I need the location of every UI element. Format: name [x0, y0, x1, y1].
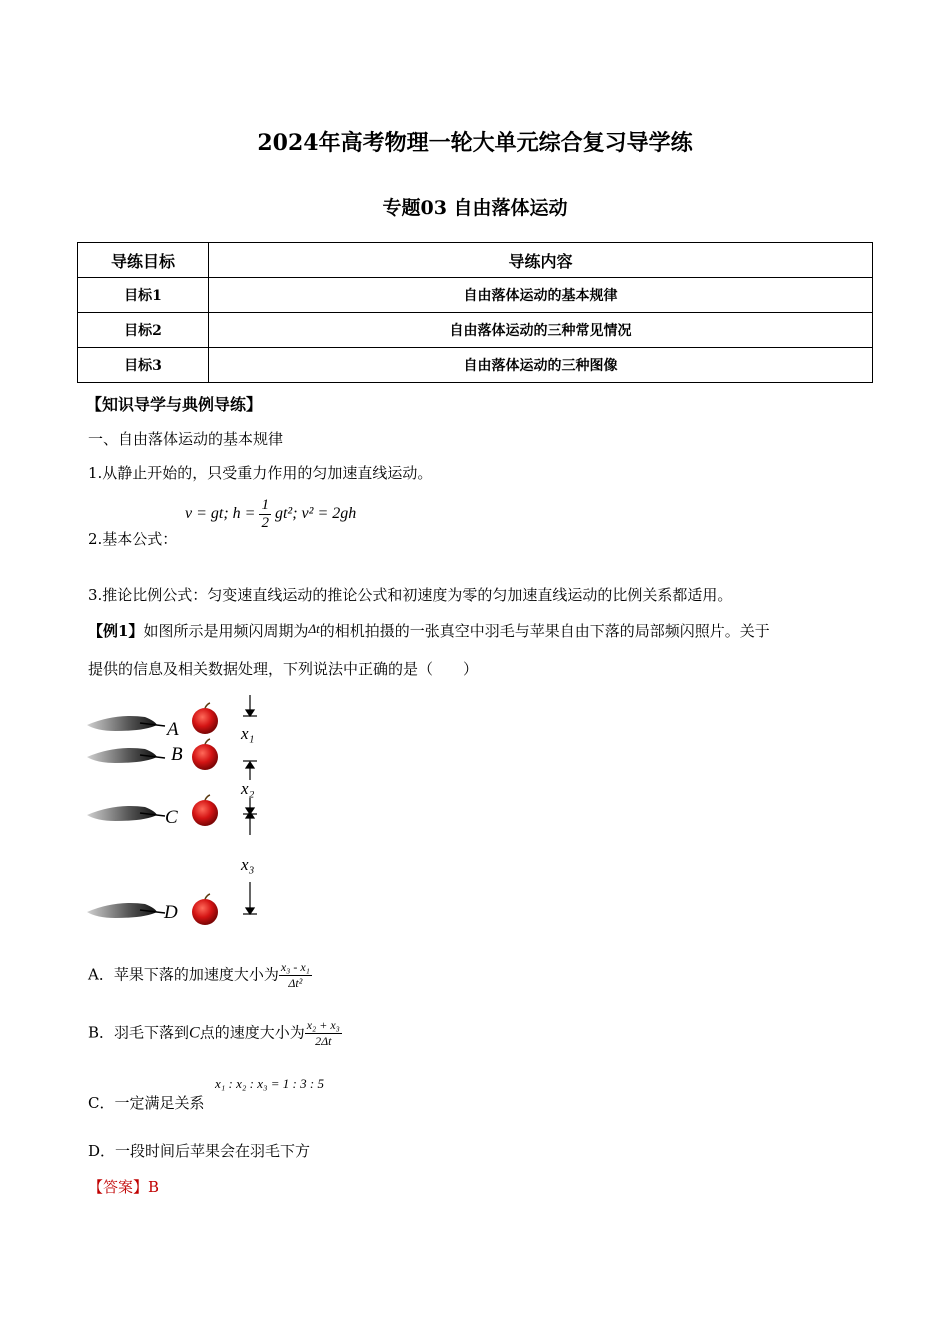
label-C: C	[165, 807, 178, 828]
option-B-text: B．羽毛下落到	[88, 1023, 190, 1042]
option-B-fraction	[305, 1018, 342, 1049]
strobe-photo-figure	[85, 690, 305, 930]
option-C-text: C．一定满足关系	[88, 1094, 205, 1112]
section-heading: 【知识导学与典例导练】	[86, 395, 263, 414]
table-cell-goal: 目标3	[78, 348, 209, 383]
answer-label: 【答案】	[88, 1178, 149, 1196]
option-A-den: Δt²	[288, 976, 303, 990]
example-label: 【例1】	[88, 622, 144, 640]
delta-t-symbol: Δt	[308, 621, 320, 636]
formula-frac-den: 2	[261, 515, 269, 531]
table-row	[78, 278, 873, 313]
document-subtitle: 专题03 自由落体运动	[382, 197, 568, 219]
example-line-1	[88, 620, 770, 641]
table-row	[78, 348, 873, 383]
table-header-content: 导练内容	[209, 243, 873, 278]
goals-table	[77, 242, 873, 383]
example-text-a: 如图所示是用频闪周期为	[143, 622, 309, 640]
label-A: A	[167, 719, 179, 740]
table-cell-content: 自由落体运动的基本规律	[209, 278, 873, 313]
option-A-num: x₃ - x₁	[280, 960, 310, 974]
point-3: 3.推论比例公式：匀变速直线运动的推论公式和初速度为零的匀加速直线运动的比例关系都适用。	[88, 586, 733, 604]
option-D: D．一段时间后苹果会在羽毛下方	[88, 1142, 311, 1160]
distance-x3: x₃	[241, 855, 255, 874]
table-row	[78, 313, 873, 348]
example-line-2: 提供的信息及相关数据处理，下列说法中正确的是（ ）	[88, 660, 479, 678]
distance-x2: x₂	[241, 779, 255, 798]
table-cell-goal: 目标1	[78, 278, 209, 313]
label-D: D	[164, 902, 178, 923]
table-header-row	[78, 243, 873, 278]
table-cell-content: 自由落体运动的三种图像	[209, 348, 873, 383]
feather-apple-D	[87, 894, 218, 925]
option-B	[88, 1018, 342, 1049]
answer-line	[88, 1176, 159, 1197]
option-A	[88, 960, 312, 991]
option-B-point: C	[189, 1024, 200, 1042]
distance-x1: x₁	[241, 724, 255, 743]
formula-right: gt²; v² = 2gh	[274, 505, 357, 523]
document-title: 2024年高考物理一轮大单元综合复习导学练	[257, 130, 693, 156]
option-C-formula: x₁ : x₂ : x₃ = 1 : 3 : 5	[215, 1076, 324, 1091]
option-A-text: A．苹果下落的加速度大小为	[88, 965, 279, 984]
option-B-mid: 点的速度大小为	[199, 1023, 305, 1042]
table-cell-goal: 目标2	[78, 313, 209, 348]
option-B-num: x₂ + x₃	[306, 1018, 340, 1032]
formula-fraction	[259, 497, 271, 532]
label-B: B	[171, 744, 183, 765]
option-B-den: 2Δt	[315, 1034, 332, 1048]
point-1: 1.从静止开始的，只受重力作用的匀加速直线运动。	[88, 464, 433, 482]
point-2-label: 2.基本公式：	[88, 530, 178, 548]
feather-apple-A	[87, 703, 218, 734]
formula-left: v = gt; h =	[185, 505, 256, 523]
formula-frac-num: 1	[261, 497, 269, 513]
example-text-b: 的相机拍摄的一张真空中羽毛与苹果自由下落的局部频闪照片。关于	[319, 622, 770, 640]
option-A-fraction	[279, 960, 312, 991]
section1-title: 一、自由落体运动的基本规律	[88, 430, 284, 448]
table-header-goal: 导练目标	[78, 243, 209, 278]
basic-formula	[185, 497, 356, 532]
table-cell-content: 自由落体运动的三种常见情况	[209, 313, 873, 348]
feather-apple-B	[87, 739, 218, 770]
feather-apple-C	[87, 795, 218, 826]
answer-value: B	[148, 1178, 160, 1196]
